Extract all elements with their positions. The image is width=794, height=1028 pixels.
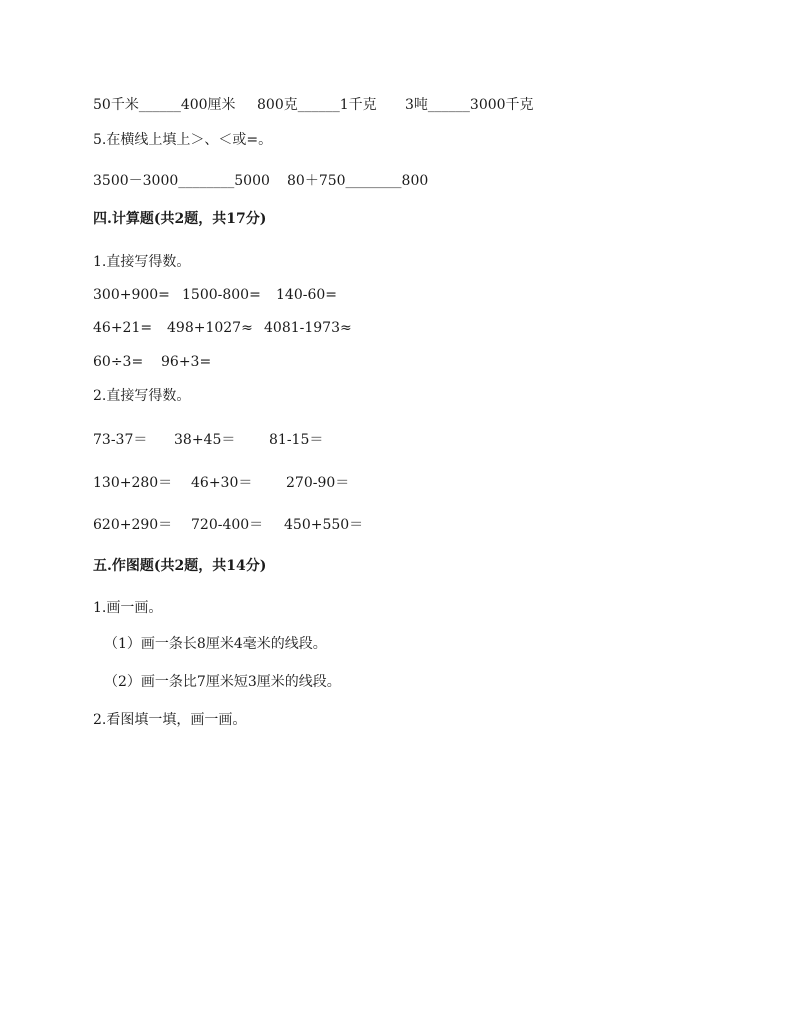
question-4-1-title: 1.直接写得数。 <box>93 254 191 270</box>
calc-item: 140-60= <box>276 287 337 303</box>
compare-item-1: 50千米______400厘米 <box>93 97 236 113</box>
calc-row-1 <box>0 287 794 305</box>
calc-item: 1500-800= <box>182 287 261 303</box>
calc-item: 620+290＝ <box>93 517 173 533</box>
compare-symbol-item-1: 3500－3000________5000 <box>93 173 270 189</box>
calc-item: 73-37＝ <box>93 432 148 448</box>
calc-item: 498+1027≈ <box>167 320 253 336</box>
calc-row-6 <box>0 514 794 532</box>
calc-item: 720-400＝ <box>191 517 264 533</box>
section-5-heading: 五.作图题(共2题，共14分) <box>93 558 267 574</box>
compare-item-2: 800克______1千克 <box>257 97 377 113</box>
comparison-row-symbols <box>0 170 794 188</box>
question-5-1-title: 1.画一画。 <box>93 600 163 616</box>
question-5-title: 5.在横线上填上＞、＜或=。 <box>93 132 273 148</box>
calc-item: 300+900= <box>93 287 170 303</box>
calc-item: 81-15＝ <box>269 432 324 448</box>
compare-symbol-item-2: 80＋750________800 <box>287 173 429 189</box>
calc-item: 46+30＝ <box>191 475 253 491</box>
calc-item: 450+550＝ <box>284 517 364 533</box>
question-5-1-part-2: （2）画一条比7厘米短3厘米的线段。 <box>104 674 341 690</box>
calc-row-5 <box>0 472 794 490</box>
calc-item: 130+280＝ <box>93 475 173 491</box>
calc-item: 270-90＝ <box>286 475 350 491</box>
calc-item: 46+21= <box>93 320 153 336</box>
question-5-2-title: 2.看图填一填，画一画。 <box>93 712 247 728</box>
calc-row-2 <box>0 320 794 338</box>
calc-row-4 <box>0 429 794 447</box>
calc-item: 60÷3= <box>93 354 144 370</box>
calc-item: 96+3= <box>161 354 212 370</box>
calc-item: 38+45＝ <box>174 432 236 448</box>
question-4-2-title: 2.直接写得数。 <box>93 388 191 404</box>
section-4-heading: 四.计算题(共2题，共17分) <box>93 211 267 227</box>
calc-row-3 <box>0 354 794 372</box>
compare-item-3: 3吨______3000千克 <box>405 97 534 113</box>
calc-item: 4081-1973≈ <box>264 320 352 336</box>
question-5-1-part-1: （1）画一条长8厘米4毫米的线段。 <box>104 636 327 652</box>
comparison-row-units <box>0 94 794 112</box>
